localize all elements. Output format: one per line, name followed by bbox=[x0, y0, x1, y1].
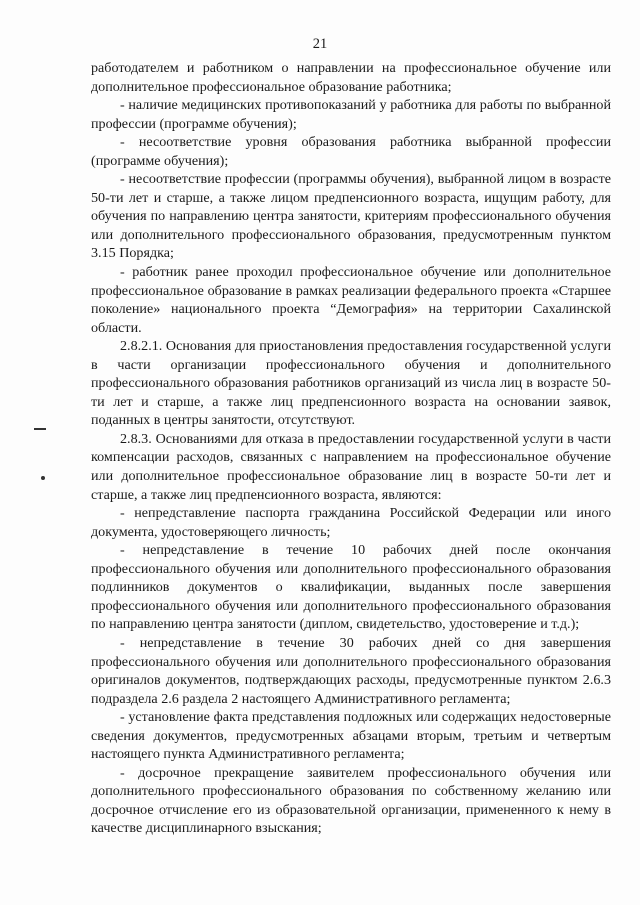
list-item-profession-mismatch: - несоответствие профессии (программы обучения), выбранной лицом в возрасте 50-ти лет и старше, а также лицом предпенсионного возраста, ищущим работу, для обучения по направлению центра занятости, критериям профессионального обучения или дополнительного профессионального образования, предусмотренным пунктом 3.15 Порядка; bbox=[91, 171, 611, 262]
page-number: 21 bbox=[312, 36, 328, 52]
list-item-medical-contraindications: - наличие медицинских противопоказаний у работника для работы по выбранной профессии (программе обучения); bbox=[91, 97, 611, 132]
paragraph-2-8-3: 2.8.3. Основаниями для отказа в предоставлении государственной услуги в части компенсации расходов, связанных с направлением на профессиональное обучение или дополнительное профессиональное образование лиц в возрасте 50-ти лет и старше, а также лиц предпенсионного возраста, являются: bbox=[91, 430, 611, 503]
margin-scan-mark bbox=[34, 428, 46, 430]
list-item-no-expense-docs: - непредставление в течение 30 рабочих дней со дня завершения профессионального обучения или дополнительного профессионального образования оригиналов документов, подтверждающих расходы, предусмотренные пунктом 2.6.3 подраздела 2.6 раздела 2 настоящего Административного регламента; bbox=[91, 634, 611, 707]
paragraph-2-8-2-1: 2.8.2.1. Основания для приостановления предоставления государственной услуги в части организации профессионального обучения и дополнительного профессионального образования работников организаций из числа лиц в возрасте 50-ти лет и старше, а также лиц предпенсионного возраста на основании заявок, поданных в центры занятости, отсутствуют. bbox=[91, 338, 611, 429]
document-body bbox=[91, 59, 611, 838]
list-item-education-mismatch: - несоответствие уровня образования работника выбранной профессии (программе обучения); bbox=[91, 134, 611, 169]
list-item-forged-documents: - установление факта представления подложных или содержащих недостоверные сведения документов, предусмотренных абзацами вторым, третьим и четвертым настоящего пункта Административного регламента; bbox=[91, 709, 611, 763]
list-item-early-termination: - досрочное прекращение заявителем профессионального обучения или дополнительного профессионального образования по собственному желанию или досрочное отчисление его из образовательной организации, примененного к нему в качестве дисциплинарного взыскания; bbox=[91, 764, 611, 837]
list-item-no-qualification-docs: - непредставление в течение 10 рабочих дней после окончания профессионального обучения или дополнительного профессионального образования подлинников документов о квалификации, выданных после завершения профессионального обучения или дополнительного профессионального образования по направлению центра занятости (диплом, свидетельство, удостоверение и т.д.); bbox=[91, 542, 611, 633]
list-item-no-passport: - непредставление паспорта гражданина Российской Федерации или иного документа, удостоверяющего личность; bbox=[91, 505, 611, 540]
paragraph-continuation: работодателем и работником о направлении на профессиональное обучение или дополнительное профессиональное образование работника; bbox=[91, 60, 611, 95]
margin-scan-dot bbox=[41, 476, 45, 480]
list-item-previous-training: - работник ранее проходил профессиональное обучение или дополнительное профессиональное образование в рамках реализации федерального проекта «Старшее поколение» национального проекта “Демография» на территории Сахалинской области. bbox=[91, 264, 611, 336]
